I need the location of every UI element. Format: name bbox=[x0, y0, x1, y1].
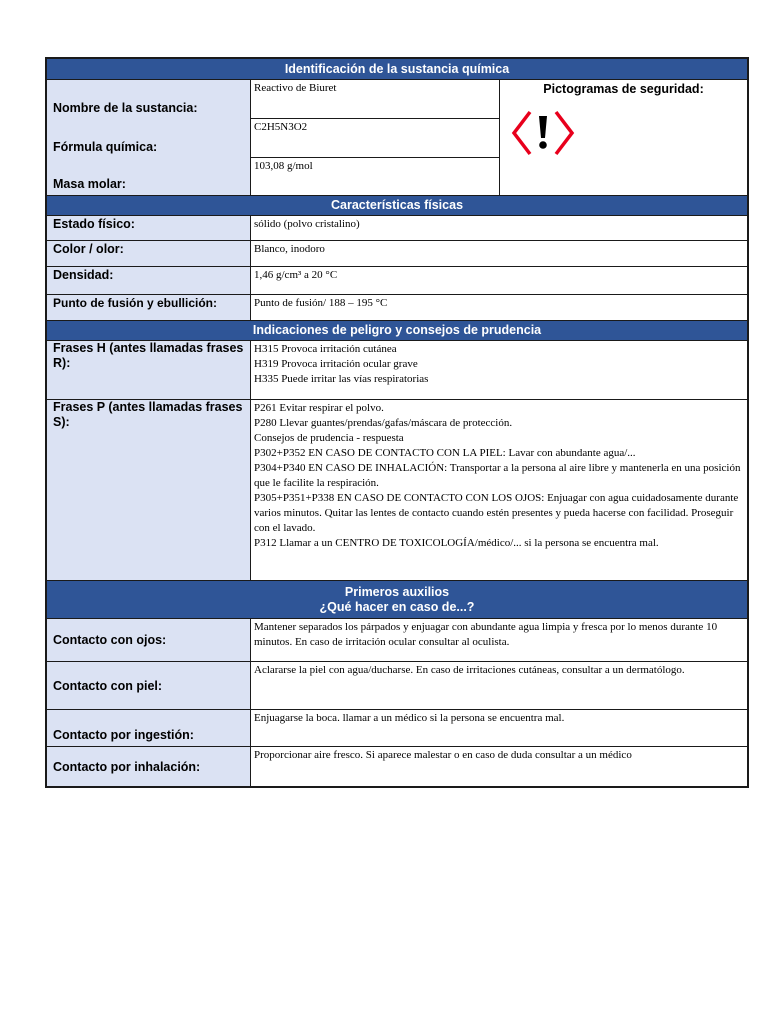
p-phrase-line: P305+P351+P338 EN CASO DE CONTACTO CON LOS OJOS: Enjuagar con agua cuidadosamente durante varios minutos. Quitar las lentes de contacto cuando estén presentes y pueda hacerse con facilidad. Proseguir con el lavado. bbox=[254, 492, 739, 534]
identification-values bbox=[251, 80, 500, 195]
melting-point-row bbox=[47, 295, 747, 321]
color-odor-value: Blanco, inodoro bbox=[254, 243, 325, 255]
safety-data-sheet bbox=[45, 57, 749, 788]
density-row bbox=[47, 267, 747, 295]
h-phrases-label: Frases H (antes llamadas frases R): bbox=[47, 341, 251, 399]
p-phrase-line: P280 Llevar guantes/prendas/gafas/máscara de protección. bbox=[254, 417, 513, 429]
p-phrase-line: P304+P340 EN CASO DE INHALACIÓN: Transportar a la persona al aire libre y mantenerla en una posición que le facilite la respiración. bbox=[254, 462, 741, 489]
formula-label: Fórmula química: bbox=[53, 140, 158, 154]
skin-contact-value: Aclararse la piel con agua/ducharse. En caso de irritaciones cutáneas, consultar a un dermatólogo. bbox=[254, 664, 685, 676]
pictograms-label: Pictogramas de seguridad: bbox=[543, 82, 704, 96]
h-phrase-line: H315 Provoca irritación cutánea bbox=[254, 343, 397, 355]
p-phrase-line: P312 Llamar a un CENTRO DE TOXICOLOGÍA/médico/... si la persona se encuentra mal. bbox=[254, 537, 659, 549]
substance-name-value: Reactivo de Biuret bbox=[251, 80, 499, 119]
ingestion-value: Enjuagarse la boca. llamar a un médico si la persona se encuentra mal. bbox=[254, 712, 565, 724]
section-header-physical: Características físicas bbox=[47, 196, 747, 216]
p-phrases-value bbox=[251, 400, 747, 580]
section-header-hazards: Indicaciones de peligro y consejos de prudencia bbox=[47, 321, 747, 341]
physical-state-label: Estado físico: bbox=[47, 216, 251, 240]
eye-contact-label: Contacto con ojos: bbox=[47, 619, 251, 661]
molar-mass-label: Masa molar: bbox=[53, 177, 126, 191]
section-header-first-aid: Primeros auxilios ¿Qué hacer en caso de...? bbox=[47, 581, 747, 619]
identification-labels bbox=[47, 80, 251, 195]
density-label: Densidad: bbox=[47, 267, 251, 294]
inhalation-row bbox=[47, 747, 747, 786]
skin-contact-label: Contacto con piel: bbox=[47, 662, 251, 709]
inhalation-label: Contacto por inhalación: bbox=[47, 747, 251, 786]
section-header-identification: Identificación de la sustancia química bbox=[47, 59, 747, 80]
melting-point-label: Punto de fusión y ebullición: bbox=[47, 295, 251, 320]
p-phrases-label: Frases P (antes llamadas frases S): bbox=[47, 400, 251, 580]
h-phrase-line: H335 Puede irritar las vías respiratorias bbox=[254, 373, 429, 385]
p-phrases-row bbox=[47, 400, 747, 581]
exclamation-mark-hazard-icon bbox=[510, 108, 576, 158]
molar-mass-value: 103,08 g/mol bbox=[254, 160, 313, 172]
skin-contact-row bbox=[47, 662, 747, 710]
formula-value: C2H5N3O2 bbox=[251, 119, 499, 158]
identification-block bbox=[47, 80, 747, 196]
eye-contact-row bbox=[47, 619, 747, 662]
eye-contact-value: Mantener separados los párpados y enjuagar con abundante agua limpia y fresca por lo menos durante 10 minutos. En caso de irritación ocular consultar al oculista. bbox=[254, 621, 718, 648]
h-phrase-line: H319 Provoca irritación ocular grave bbox=[254, 358, 418, 370]
h-phrases-value bbox=[251, 341, 747, 399]
inhalation-value: Proporcionar aire fresco. Si aparece malestar o en caso de duda consultar a un médico bbox=[254, 749, 632, 761]
color-odor-row bbox=[47, 241, 747, 267]
density-value: 1,46 g/cm³ a 20 °C bbox=[254, 269, 338, 281]
substance-name-label: Nombre de la sustancia: bbox=[53, 101, 198, 115]
p-phrase-line: P302+P352 EN CASO DE CONTACTO CON LA PIEL: Lavar con abundante agua/... bbox=[254, 447, 636, 459]
ingestion-label: Contacto por ingestión: bbox=[47, 710, 251, 746]
physical-state-row bbox=[47, 216, 747, 241]
ingestion-row bbox=[47, 710, 747, 747]
h-phrases-row bbox=[47, 341, 747, 400]
p-phrase-line: Consejos de prudencia - respuesta bbox=[254, 432, 404, 444]
color-odor-label: Color / olor: bbox=[47, 241, 251, 266]
melting-point-value: Punto de fusión/ 188 – 195 °C bbox=[254, 297, 388, 309]
p-phrase-line: P261 Evitar respirar el polvo. bbox=[254, 402, 384, 414]
pictograms-cell bbox=[500, 80, 747, 195]
physical-state-value: sólido (polvo cristalino) bbox=[254, 218, 360, 230]
